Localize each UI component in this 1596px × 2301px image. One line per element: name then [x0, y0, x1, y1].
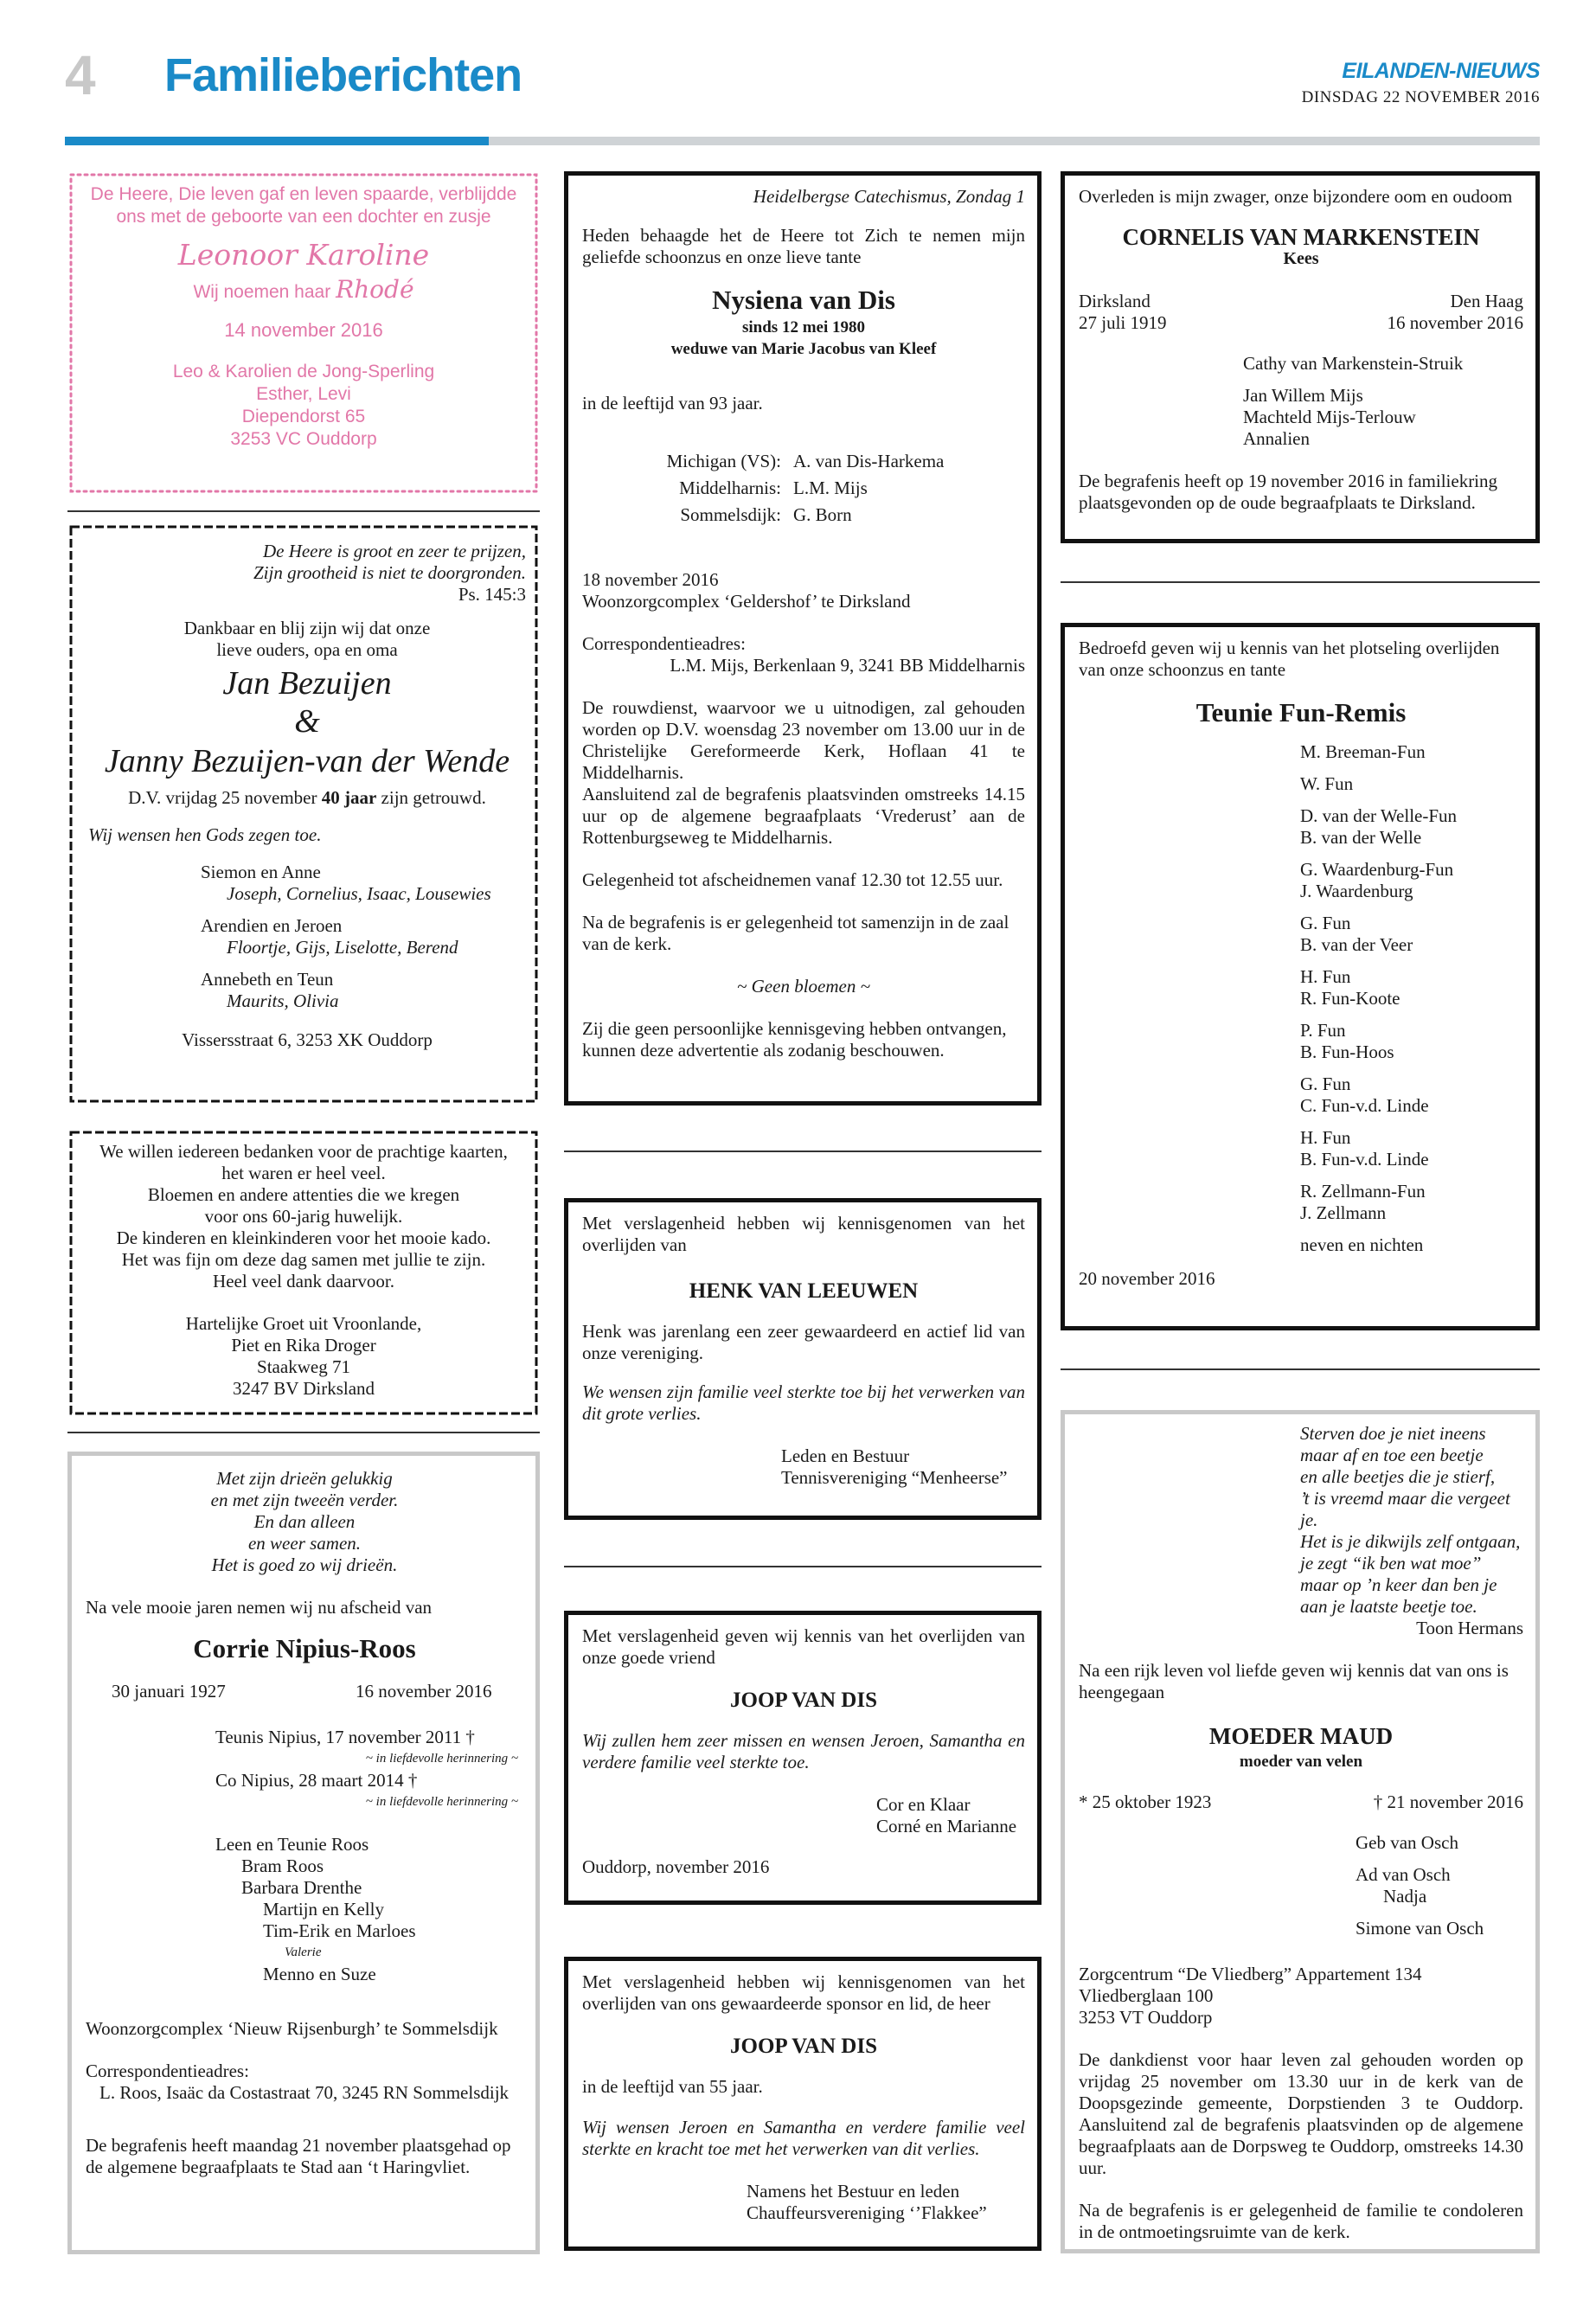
birth-intro-2: ons met de geboorte van een dochter en zusje	[116, 207, 491, 227]
baby-name: Leonoor Karoline	[177, 238, 430, 272]
separator	[1061, 581, 1540, 583]
thanks-announcement	[67, 1129, 540, 1417]
birth-siblings: Esther, Levi	[256, 384, 351, 404]
family-member: B. Fun-Hoos	[1300, 1042, 1394, 1062]
verse-line-2: Zijn grootheid is niet te doorgronden.	[253, 562, 526, 583]
relative-place: Sommelsdijk:	[680, 504, 781, 525]
memorial-sub: ~ in liefdevolle herinnering ~	[365, 1752, 518, 1766]
deceased-subtitle: moeder van velen	[1239, 1753, 1363, 1771]
obit-intro: Heden behaagde het de Heere tot Zich te nemen mijn geliefde schoonzus en onze lieve tante	[582, 225, 1025, 267]
obit-wish: Wij wensen Jeroen en Samantha en verdere familie veel sterkte en kracht toe met het verwerken van dit verlies.	[582, 2117, 1025, 2159]
wavy-border	[67, 1129, 540, 1417]
signature: Cor en Klaar	[876, 1794, 971, 1815]
thanks-line: Heel veel dank daarvoor.	[213, 1271, 394, 1292]
family-member: H. Fun	[1300, 1127, 1351, 1148]
thanks-line: Het was fijn om deze dag samen met jullie te zijn.	[121, 1249, 486, 1270]
birth-street: Diependorst 65	[241, 407, 366, 426]
page-number: 4	[65, 44, 96, 106]
death-place: Den Haag	[1450, 291, 1523, 311]
grandchildren: Maurits, Olivia	[227, 990, 339, 1011]
age: in de leeftijd van 93 jaar.	[582, 393, 763, 413]
obituary-cornelis	[1061, 171, 1540, 543]
birth-announcement	[67, 171, 540, 495]
obituary-corrie	[67, 1452, 540, 2254]
thanks-line: We willen iedereen bedanken voor de prachtige kaarten,	[99, 1141, 508, 1162]
family-member: D. van der Welle-Fun	[1300, 805, 1458, 826]
relative-name: L.M. Mijs	[793, 478, 868, 498]
family-member: Cathy van Markenstein-Struik	[1243, 353, 1464, 374]
newspaper-logo: EILANDEN-NIEUWS	[1342, 59, 1540, 83]
family-member: P. Fun	[1300, 1020, 1346, 1041]
family-member: Barbara Drenthe	[241, 1877, 362, 1898]
burial-info: Aansluitend zal de begrafenis plaatsvinden omstreeks 14.15 uur op de algemene begraafplaats ‘Vrederust’ aan de Rottenburgseweg te Middelharnis.	[582, 784, 1025, 848]
separator	[564, 1150, 1042, 1152]
child-couple: Arendien en Jeroen	[201, 915, 343, 936]
no-flowers: ~ Geen bloemen ~	[737, 976, 870, 997]
deceased-name: JOOP VAN DIS	[730, 2035, 877, 2058]
family-member: G. Fun	[1300, 1074, 1351, 1094]
signature: Corné en Marianne	[876, 1816, 1017, 1836]
family-member: C. Fun-v.d. Linde	[1300, 1095, 1429, 1116]
relative-place: Michigan (VS):	[666, 451, 781, 471]
thanks-names: Piet en Rika Droger	[231, 1335, 376, 1356]
signature: Leden en Bestuur	[781, 1445, 910, 1466]
obituary-nysiena	[564, 171, 1042, 1106]
separator	[67, 1432, 540, 1433]
birth-date: 14 november 2016	[224, 319, 383, 341]
obituary-maud	[1061, 1410, 1540, 2253]
notice: Zij die geen persoonlijke kennisgeving hebben ontvangen, kunnen deze advertentie als zodanig beschouwen.	[582, 1018, 1007, 1061]
verse-ref: Ps. 145:3	[458, 584, 526, 605]
obit-wish: Wij zullen hem zeer missen en wensen Jeroen, Samantha en verdere familie veel sterkte toe.	[582, 1730, 1025, 1772]
address-line: Vliedberglaan 100	[1079, 1985, 1214, 2006]
birth-city: 3253 VC Ouddorp	[230, 429, 377, 449]
obit-intro: Met verslagenheid hebben wij kennisgenomen van het overlijden van ons gewaardeerde sponsor en lid, de heer	[582, 1971, 1025, 2014]
deceased-name: HENK VAN LEEUWEN	[689, 1279, 919, 1303]
relative-name: G. Born	[793, 504, 852, 525]
family-member: Tim-Erik en Marloes	[263, 1920, 416, 1941]
anniv-address: Vissersstraat 6, 3253 XK Ouddorp	[182, 1029, 433, 1050]
family-member: R. Fun-Koote	[1300, 988, 1401, 1009]
catechism-ref: Heidelbergse Catechismus, Zondag 1	[753, 186, 1025, 207]
issue-date: DINSDAG 22 NOVEMBER 2016	[1301, 88, 1540, 106]
birth-date: 27 juli 1919	[1079, 312, 1167, 333]
family-member: Ad van Osch	[1356, 1864, 1451, 1885]
family-member: Annalien	[1243, 428, 1310, 449]
obit-intro: Na een rijk leven vol liefde geven wij kennis dat van ons is heengegaan	[1079, 1660, 1509, 1702]
separator	[67, 510, 540, 512]
family-member: Nadja	[1383, 1886, 1427, 1907]
family-member: neven en nichten	[1300, 1234, 1424, 1255]
poem-line: en alle beetjes die je stierf,	[1300, 1466, 1496, 1487]
memorial-line: Teunis Nipius, 17 november 2011 †	[215, 1727, 475, 1747]
header-rule-accent	[65, 137, 489, 145]
widow-of: weduwe van Marie Jacobus van Kleef	[670, 340, 937, 358]
poem-line: aan je laatste beetje toe.	[1300, 1596, 1477, 1617]
corr-address: L. Roos, Isaäc da Costastraat 70, 3245 RN Sommelsdijk	[99, 2082, 510, 2103]
wavy-border	[67, 523, 540, 1105]
grandchildren: Floortje, Gijs, Liselotte, Berend	[227, 937, 458, 958]
birth-date: * 25 oktober 1923	[1079, 1791, 1212, 1812]
scalloped-border	[67, 171, 540, 495]
poem-line: En dan alleen	[253, 1511, 356, 1532]
relative-place: Middelharnis:	[679, 478, 781, 498]
family-member: B. van der Welle	[1300, 827, 1422, 848]
callname-prefix: Wij noemen haar	[193, 282, 331, 302]
deceased-name: Nysiena van Dis	[712, 285, 895, 315]
anniv-years: 40 jaar	[321, 787, 377, 808]
family-member: Geb van Osch	[1356, 1832, 1458, 1853]
location: Woonzorgcomplex ‘Geldershof’ te Dirksland	[582, 591, 911, 612]
death-date: 16 november 2016	[356, 1681, 492, 1702]
section-title: Familieberichten	[164, 49, 522, 101]
obituary-teunie	[1061, 623, 1540, 1330]
thanks-line: Bloemen en andere attenties die we kregen	[147, 1184, 460, 1205]
nickname: Kees	[1283, 249, 1319, 268]
anniv-wish: Wij wensen hen Gods zegen toe.	[88, 824, 322, 845]
deceased-name: JOOP VAN DIS	[730, 1689, 877, 1712]
poem-line: Het is je dikwijls zelf ontgaan,	[1300, 1531, 1521, 1552]
ampersand: &	[294, 703, 320, 740]
family-member: B. Fun-v.d. Linde	[1300, 1149, 1429, 1170]
family-member: G. Fun	[1300, 913, 1351, 933]
anniversary-intro-2: lieve ouders, opa en oma	[216, 639, 398, 660]
corr-label: Correspondentieadres:	[582, 633, 746, 654]
obit-intro: Bedroefd geven wij u kennis van het plotseling overlijden van onze schoonzus en tante	[1079, 638, 1500, 680]
thanks-street: Staakweg 71	[257, 1356, 350, 1377]
signature: Namens het Bestuur en leden	[747, 2181, 960, 2202]
obit-intro: Overleden is mijn zwager, onze bijzondere oom en oudoom	[1079, 186, 1513, 207]
family-member: Machteld Mijs-Terlouw	[1243, 407, 1416, 427]
poet: Toon Hermans	[1416, 1618, 1523, 1638]
separator	[564, 1566, 1042, 1567]
family-member: R. Zellmann-Fun	[1300, 1181, 1426, 1202]
deceased-name: CORNELIS VAN MARKENSTEIN	[1122, 224, 1480, 250]
obit-location: Woonzorgcomplex ‘Nieuw Rijsenburgh’ te Sommelsdijk	[86, 2018, 498, 2039]
family-member: W. Fun	[1300, 773, 1354, 794]
poem-line: maar af en toe een beetje	[1300, 1445, 1484, 1465]
anniversary-announcement	[67, 523, 540, 1105]
anniversary-intro-1: Dankbaar en blij zijn wij dat onze	[183, 618, 431, 638]
poem-line: ’t is vreemd maar die vergeet je.	[1300, 1488, 1510, 1530]
obit-text: Henk was jarenlang een zeer gewaardeerd en actief lid van onze vereniging.	[582, 1321, 1025, 1363]
burial-info: De begrafenis heeft op 19 november 2016 in familiekring plaatsgevonden op de oude begraafplaats te Dirksland.	[1079, 471, 1498, 513]
corr-label: Correspondentieadres:	[86, 2061, 249, 2081]
grandchildren: Joseph, Cornelius, Isaac, Lousewies	[227, 883, 491, 904]
birth-intro-1: De Heere, Die leven gaf en leven spaarde, verblijdde	[90, 184, 517, 204]
poem-line: Sterven doe je niet ineens	[1300, 1423, 1486, 1444]
farewell-info: Gelegenheid tot afscheidnemen vanaf 12.30 tot 12.55 uur.	[582, 869, 1003, 890]
poem-line: en met zijn tweeën verder.	[210, 1490, 399, 1510]
family-member: Martijn en Kelly	[263, 1899, 384, 1920]
death-date: 16 november 2016	[1387, 312, 1523, 333]
date: 18 november 2016	[582, 569, 719, 590]
family-member: G. Waardenburg-Fun	[1300, 859, 1454, 880]
poem-line: Met zijn drieën gelukkig	[216, 1468, 393, 1489]
family-member: Jan Willem Mijs	[1243, 385, 1363, 406]
after-info: Na de begrafenis is er gelegenheid tot samenzijn in de zaal van de kerk.	[582, 912, 1010, 954]
family-member: Valerie	[285, 1945, 322, 1959]
family-head: Leen en Teunie Roos	[215, 1834, 369, 1855]
corr-address: L.M. Mijs, Berkenlaan 9, 3241 BB Middelharnis	[670, 655, 1025, 676]
relative-name: A. van Dis-Harkema	[793, 451, 945, 471]
obit-intro: Na vele mooie jaren nemen wij nu afscheid van	[86, 1597, 433, 1618]
family-member: H. Fun	[1300, 966, 1351, 987]
family-member: B. van der Veer	[1300, 934, 1413, 955]
family-member: M. Breeman-Fun	[1300, 741, 1426, 762]
thanks-line: De kinderen en kleinkinderen voor het mooie kado.	[116, 1227, 491, 1248]
family-member: J. Zellmann	[1300, 1202, 1387, 1223]
obit-wish: We wensen zijn familie veel sterkte toe bij het verwerken van dit grote verlies.	[582, 1381, 1025, 1424]
obit-intro: Met verslagenheid hebben wij kennisgenomen van het overlijden van	[582, 1213, 1025, 1255]
poem-line: je zegt “ik ben wat moe”	[1300, 1553, 1482, 1574]
poem-line: maar op ’n keer dan ben je	[1300, 1574, 1497, 1595]
wife-name: Janny Bezuijen-van der Wende	[104, 743, 510, 779]
place-date: Ouddorp, november 2016	[582, 1856, 770, 1877]
separator	[1061, 1368, 1540, 1370]
deceased-name: Corrie Nipius-Roos	[193, 1633, 416, 1663]
death-date: † 21 november 2016	[1373, 1791, 1523, 1812]
poem-line: Het is goed zo wij drieën.	[211, 1554, 398, 1575]
funeral-info: De begrafenis heeft maandag 21 november plaatsgehad op de algemene begraafplaats te Stad aan ‘t Haringvliet.	[86, 2135, 511, 2177]
thanks-line: het waren er heel veel.	[221, 1163, 386, 1183]
obituary-joop-club	[564, 1957, 1042, 2251]
after-info: Na de begrafenis is er gelegenheid de familie te condoleren in de ontmoetingsruimte van de kerk.	[1079, 2200, 1523, 2242]
birth-parents: Leo & Karolien de Jong-Sperling	[172, 362, 435, 381]
child-couple: Siemon en Anne	[201, 862, 321, 882]
address-line: 3253 VT Ouddorp	[1079, 2007, 1213, 2028]
service-info: De dankdienst voor haar leven zal gehouden worden op vrijdag 25 november om 13.30 uur in de kerk van de Doopsgezinde gemeente, Dorpstienden 3 te Ouddorp. Aansluitend zal de begrafenis plaatsvinden op de algemene begraafplaats aan de Dorpsweg te Ouddorp, omstreeks 14.30 uur.	[1079, 2049, 1523, 2178]
child-couple: Annebeth en Teun	[201, 969, 334, 990]
signature: Chauffeursvereniging ‘’Flakkee”	[747, 2202, 987, 2223]
anniv-date: D.V. vrijdag 25 november	[128, 787, 317, 808]
obit-intro: Met verslagenheid geven wij kennis van het overlijden van onze goede vriend	[582, 1625, 1025, 1668]
signature: Tennisvereniging “Menheerse”	[781, 1467, 1008, 1488]
deceased-name: MOEDER MAUD	[1208, 1723, 1394, 1749]
thanks-city: 3247 BV Dirksland	[232, 1378, 375, 1399]
widow-since: sinds 12 mei 1980	[742, 318, 865, 336]
family-member: Bram Roos	[241, 1856, 324, 1876]
date: 20 november 2016	[1079, 1268, 1215, 1289]
obituary-henk	[564, 1198, 1042, 1520]
poem-line: en weer samen.	[247, 1533, 362, 1554]
address-line: Zorgcentrum “De Vliedberg” Appartement 134	[1079, 1964, 1422, 1984]
thanks-greeting: Hartelijke Groet uit Vroonlande,	[185, 1313, 422, 1334]
memorial-sub: ~ in liefdevolle herinnering ~	[365, 1795, 518, 1809]
family-member: Menno en Suze	[263, 1964, 376, 1984]
husband-name: Jan Bezuijen	[222, 665, 392, 702]
deceased-name: Teunie Fun-Remis	[1195, 697, 1407, 727]
age: in de leeftijd van 55 jaar.	[582, 2076, 763, 2097]
birth-date: 30 januari 1927	[112, 1681, 226, 1702]
birth-place: Dirksland	[1079, 291, 1151, 311]
thanks-line: voor ons 60-jarig huwelijk.	[204, 1206, 403, 1227]
family-member: Simone van Osch	[1356, 1918, 1484, 1939]
anniv-date-post: zijn getrouwd.	[381, 787, 486, 808]
memorial-line: Co Nipius, 28 maart 2014 †	[215, 1770, 418, 1791]
callname: Rhodé	[336, 275, 414, 304]
obituary-joop-friends	[564, 1611, 1042, 1905]
service-info: De rouwdienst, waarvoor we u uitnodigen, zal gehouden worden op D.V. woensdag 23 november om 13.00 uur in de Christelijke Gereformeerde Kerk, Hoflaan 41 te Middelharnis.	[582, 697, 1025, 783]
family-member: J. Waardenburg	[1300, 881, 1413, 901]
verse-line-1: De Heere is groot en zeer te prijzen,	[262, 541, 526, 561]
